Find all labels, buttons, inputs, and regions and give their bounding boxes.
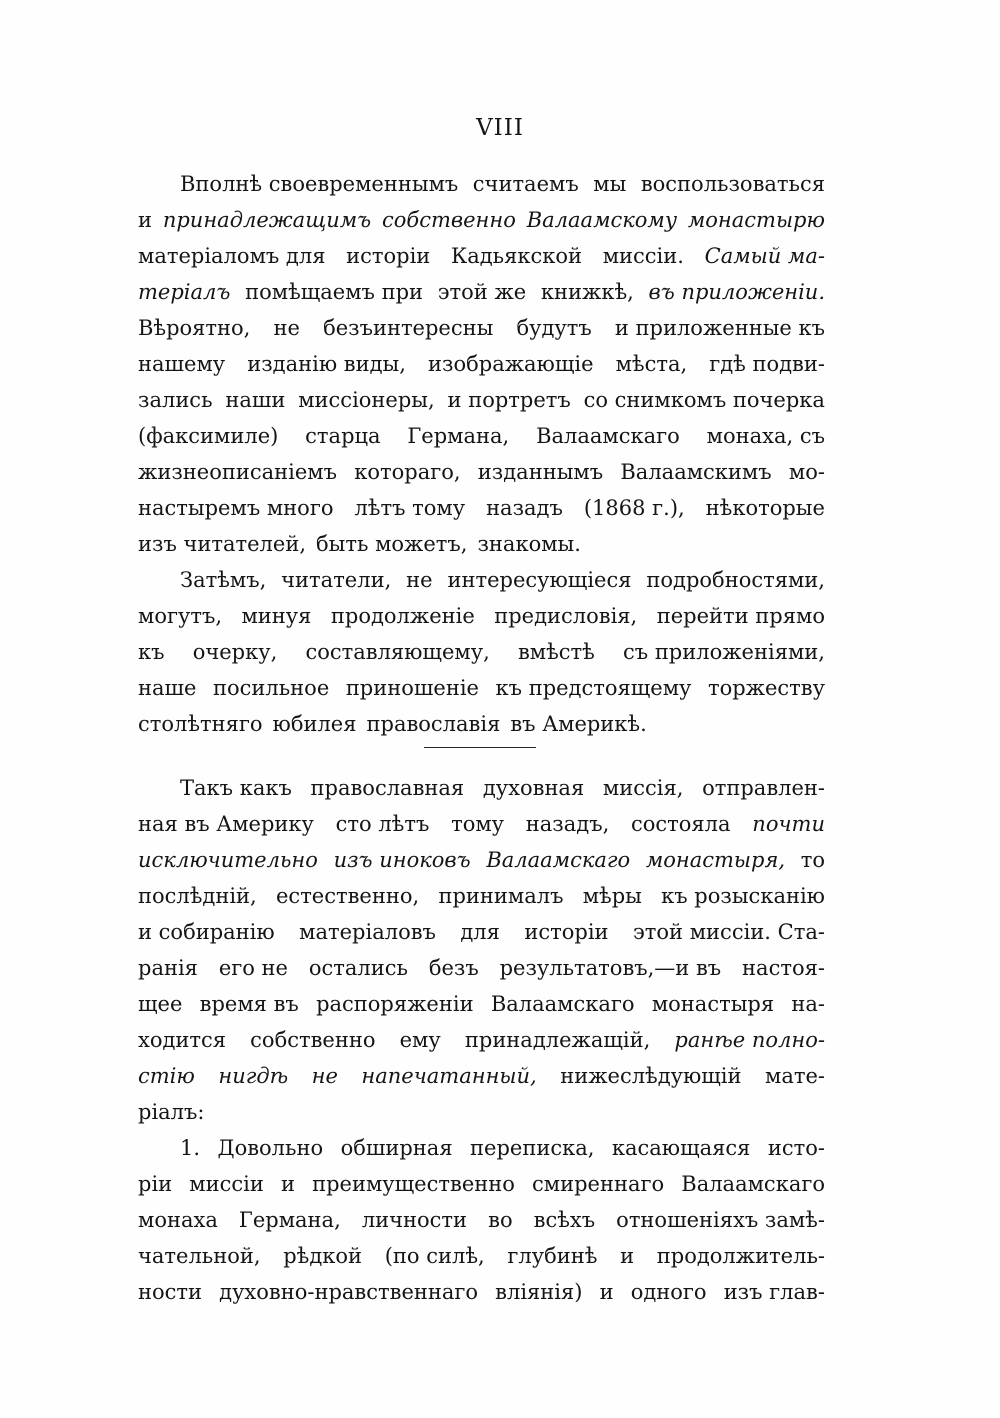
text-fragment: 1. (180, 1136, 201, 1160)
text-fragment: Вполнѣ своевременнымъ (180, 172, 459, 196)
text-fragment: одного (630, 1280, 707, 1304)
text-fragment: быть можетъ, (316, 532, 468, 556)
text-line (138, 562, 825, 598)
text-fragment: (по силѣ, (384, 1244, 485, 1268)
text-fragment: всѣхъ (533, 1208, 596, 1232)
text-fragment: ранія (138, 956, 198, 980)
text-line (138, 310, 825, 346)
text-fragment: изъ глав- (723, 1280, 825, 1304)
text-fragment: преимущественно (312, 1172, 515, 1196)
text-fragment: вліянія) (495, 1280, 583, 1304)
text-fragment: православная (310, 776, 465, 800)
text-fragment: назадъ, (525, 812, 610, 836)
text-block-intro (138, 166, 825, 742)
text-fragment: миссіи. (602, 244, 684, 268)
text-fragment: и (620, 1244, 635, 1268)
text-fragment: переписка, (470, 1136, 595, 1160)
text-fragment: безъинтересны (323, 316, 494, 340)
text-fragment: принадлежащій, (464, 1028, 651, 1052)
text-fragment: ему (399, 1028, 441, 1052)
text-fragment: знакомы. (477, 532, 581, 556)
text-fragment: въ Америкѣ. (510, 712, 647, 736)
text-fragment: мѣста, (615, 352, 688, 376)
text-fragment: къ предстоящему (495, 676, 692, 700)
text-fragment: мѣры (582, 884, 642, 908)
text-fragment: не (273, 316, 300, 340)
text-line (138, 986, 825, 1022)
text-fragment: (факсимиле) (138, 424, 279, 448)
paragraph-3 (138, 770, 825, 1130)
text-fragment: считаемъ (472, 172, 579, 196)
text-fragment: изъ иноковъ (333, 848, 471, 872)
text-fragment: то (800, 848, 825, 872)
text-fragment: наши (225, 388, 286, 412)
text-block-materials (138, 770, 825, 1310)
page-number: VIII (476, 115, 524, 141)
text-fragment: Валаамскимъ (620, 460, 772, 484)
text-fragment: торжеству (707, 676, 825, 700)
text-line (138, 382, 825, 418)
text-fragment: настоя- (742, 956, 825, 980)
text-fragment: воспользоваться (640, 172, 825, 196)
text-line (138, 670, 825, 706)
text-line (138, 418, 825, 454)
text-fragment: этой миссіи. Ста- (633, 920, 825, 944)
text-fragment: его не (218, 956, 288, 980)
text-fragment: къ (138, 640, 165, 664)
text-fragment: нижеслѣдующій (560, 1064, 742, 1088)
text-fragment: нашему (138, 352, 226, 376)
text-line (138, 1238, 825, 1274)
text-fragment: со снимкомъ почерка (583, 388, 825, 412)
text-fragment: лѣтъ тому (354, 496, 466, 520)
text-fragment: (1868 г.), (583, 496, 685, 520)
text-line (138, 526, 825, 562)
text-fragment: нѣкоторые (705, 496, 825, 520)
text-line (138, 950, 825, 986)
text-fragment: Затѣмъ, (180, 568, 267, 592)
text-line (138, 914, 825, 950)
text-fragment: исторіи (524, 920, 609, 944)
text-line (138, 454, 825, 490)
text-line (138, 1022, 825, 1058)
text-fragment: стію (138, 1064, 195, 1088)
text-fragment: и (599, 1280, 614, 1304)
text-fragment: гдѣ подви- (709, 352, 825, 376)
text-fragment: изъ читателей, (138, 532, 306, 556)
text-fragment: вмѣстѣ (517, 640, 595, 664)
text-fragment: продолженіе (330, 604, 475, 628)
text-fragment: не (406, 568, 433, 592)
text-fragment: во (488, 1208, 513, 1232)
text-fragment: смиреннаго (532, 1172, 665, 1196)
text-fragment: глубинѣ (507, 1244, 598, 1268)
text-fragment: составляющему, (305, 640, 490, 664)
text-fragment: Довольно (217, 1136, 324, 1160)
text-fragment: исключительно (138, 848, 318, 872)
text-fragment: помѣщаемъ при (245, 280, 424, 304)
text-fragment: ріалъ: (138, 1100, 205, 1124)
text-fragment: распоряженіи (316, 992, 474, 1016)
text-line (138, 806, 825, 842)
text-fragment: собственно (382, 208, 516, 232)
text-fragment: состояла (631, 812, 731, 836)
text-fragment: къ розысканію (661, 884, 825, 908)
text-line (138, 1274, 825, 1310)
text-fragment: для (460, 920, 500, 944)
text-fragment: Германа, (407, 424, 510, 448)
text-fragment: столѣтняго (138, 712, 263, 736)
paragraph-2 (138, 562, 825, 742)
section-divider (424, 747, 536, 748)
text-fragment: остались (308, 956, 408, 980)
text-line (138, 1166, 825, 1202)
text-fragment: посильное (213, 676, 330, 700)
text-fragment: старца (305, 424, 381, 448)
text-fragment: обширная (340, 1136, 453, 1160)
text-fragment: продолжитель- (656, 1244, 825, 1268)
text-line (138, 706, 825, 742)
text-fragment: и приложенные къ (614, 316, 825, 340)
text-fragment: и портретъ (447, 388, 571, 412)
text-line (138, 842, 825, 878)
text-fragment: приношеніе (345, 676, 479, 700)
paragraph-4 (138, 1130, 825, 1310)
text-fragment: очерку, (192, 640, 278, 664)
text-fragment: собственно (250, 1028, 376, 1052)
text-fragment: матеріаловъ (299, 920, 436, 944)
text-fragment: настыремъ много (138, 496, 334, 520)
text-fragment: Валаамскаго (486, 848, 631, 872)
text-fragment: жизнеописаніемъ (138, 460, 337, 484)
text-line (138, 634, 825, 670)
text-fragment: безъ (428, 956, 479, 980)
text-fragment: мате- (765, 1064, 825, 1088)
text-fragment: назадъ (486, 496, 563, 520)
text-fragment: послѣдній, (138, 884, 257, 908)
text-line (138, 274, 825, 310)
text-fragment: монаха (138, 1208, 218, 1232)
text-line (138, 166, 825, 202)
text-fragment: исторіи (346, 244, 431, 268)
text-fragment: щее (138, 992, 183, 1016)
text-fragment: книжкѣ, (540, 280, 634, 304)
text-fragment: ная въ Америку (138, 812, 314, 836)
text-fragment: матеріаломъ для (138, 244, 326, 268)
text-fragment: Валаамскому (526, 208, 678, 232)
text-fragment: исто- (767, 1136, 825, 1160)
text-line (138, 346, 825, 382)
text-fragment: перейти прямо (656, 604, 825, 628)
text-line (138, 598, 825, 634)
text-fragment: напечатанный, (361, 1064, 537, 1088)
text-fragment: ріи (138, 1172, 173, 1196)
text-fragment: не (311, 1064, 338, 1088)
text-line (138, 1202, 825, 1238)
text-fragment: Кадьякской (450, 244, 583, 268)
text-fragment: читатели, (281, 568, 392, 592)
paragraph-1 (138, 166, 825, 562)
text-fragment: на- (791, 992, 825, 1016)
text-line (138, 1130, 825, 1166)
text-fragment: почти (752, 812, 825, 836)
text-fragment: изданнымъ (477, 460, 604, 484)
text-fragment: миссіонеры, (298, 388, 435, 412)
text-fragment: касающаяся (611, 1136, 751, 1160)
text-fragment: и (138, 208, 152, 232)
text-fragment: Валаамскаго (681, 1172, 825, 1196)
text-fragment: отправлен- (702, 776, 825, 800)
text-fragment: результатовъ,—и въ (499, 956, 722, 980)
text-line (138, 490, 825, 526)
text-line (138, 1058, 825, 1094)
text-fragment: мо- (788, 460, 825, 484)
text-fragment: зались (138, 388, 213, 412)
text-fragment: Такъ какъ (180, 776, 292, 800)
text-fragment: предисловія, (494, 604, 638, 628)
text-fragment: естественно, (276, 884, 420, 908)
text-fragment: мы (593, 172, 627, 196)
text-line (138, 202, 825, 238)
text-fragment: Валаамскаго (490, 992, 635, 1016)
text-fragment: чательной, (138, 1244, 261, 1268)
text-fragment: изданію виды, (247, 352, 406, 376)
text-fragment: въ приложеніи. (648, 280, 825, 304)
text-fragment: монастыря, (645, 848, 786, 872)
text-fragment: съ приложеніями, (623, 640, 825, 664)
text-fragment: котораго, (354, 460, 461, 484)
text-fragment: интересующіеся (447, 568, 632, 592)
text-line (138, 770, 825, 806)
text-fragment: нигдѣ (218, 1064, 289, 1088)
text-fragment: будутъ (516, 316, 592, 340)
text-fragment: и собиранію (138, 920, 275, 944)
text-fragment: православія (366, 712, 501, 736)
text-fragment: принималъ (438, 884, 564, 908)
text-fragment: духовная (482, 776, 585, 800)
text-fragment: сто лѣтъ (335, 812, 430, 836)
text-fragment: подробностями, (646, 568, 825, 592)
text-fragment: личности (361, 1208, 468, 1232)
text-fragment: монаха, съ (706, 424, 825, 448)
text-fragment: юбилея (272, 712, 357, 736)
text-fragment: духовно-нравственнаго (219, 1280, 479, 1304)
text-fragment: ходится (138, 1028, 227, 1052)
text-fragment: ности (138, 1280, 203, 1304)
text-line (138, 1094, 825, 1130)
text-fragment: Вѣроятно, (138, 316, 251, 340)
text-fragment: изображающіе (428, 352, 594, 376)
text-fragment: могутъ, (138, 604, 222, 628)
text-fragment: монастырю (687, 208, 825, 232)
text-fragment: Валаамскаго (536, 424, 680, 448)
text-fragment: миссіи (189, 1172, 264, 1196)
text-fragment: этой же (437, 280, 527, 304)
text-fragment: минуя (241, 604, 312, 628)
text-fragment: Самый ма- (704, 244, 825, 268)
text-fragment: принадлежащимъ (162, 208, 372, 232)
text-fragment: и (280, 1172, 295, 1196)
text-fragment: рѣдкой (283, 1244, 363, 1268)
text-fragment: теріалъ (138, 280, 231, 304)
text-fragment: тому (451, 812, 505, 836)
text-fragment: монастыря (651, 992, 775, 1016)
text-line (138, 238, 825, 274)
text-fragment: время въ (199, 992, 299, 1016)
text-line (138, 878, 825, 914)
text-fragment: наше (138, 676, 197, 700)
text-fragment: ранѣе полно- (674, 1028, 825, 1052)
text-fragment: миссія, (602, 776, 684, 800)
text-fragment: отношеніяхъ замѣ- (616, 1208, 825, 1232)
text-fragment: Германа, (238, 1208, 341, 1232)
